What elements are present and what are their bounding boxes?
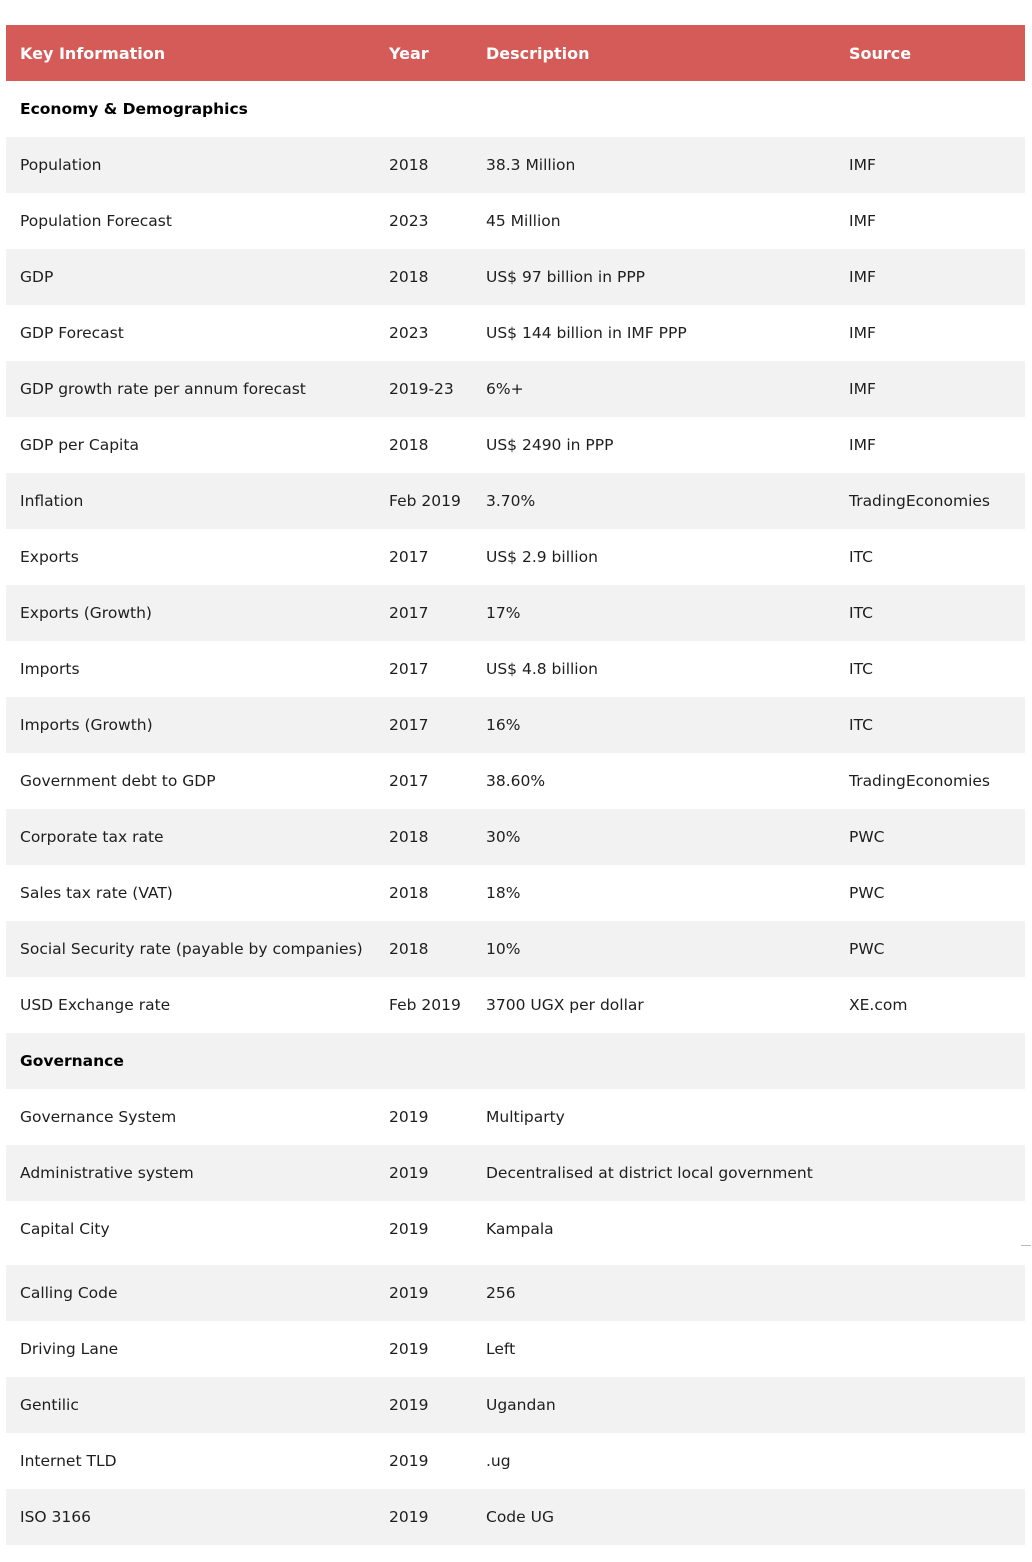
cell-year: 2019: [389, 1340, 429, 1358]
table-header: [6, 25, 1025, 81]
key-information-table: [6, 25, 1025, 1545]
cell-description: US$ 144 billion in IMF PPP: [486, 324, 687, 342]
table-row: [6, 977, 1025, 1033]
table-row: [6, 305, 1025, 361]
cell-source: IMF: [849, 436, 876, 454]
cell-key: Government debt to GDP: [20, 772, 216, 790]
cell-source: ITC: [849, 604, 873, 622]
cell-source: TradingEconomies: [849, 492, 990, 510]
table-row: [6, 417, 1025, 473]
cell-key: GDP per Capita: [20, 436, 139, 454]
table-row: [6, 1489, 1025, 1545]
cell-year: 2018: [389, 828, 429, 846]
cell-key: Inflation: [20, 492, 84, 510]
cell-description: US$ 97 billion in PPP: [486, 268, 646, 286]
cell-source: ITC: [849, 548, 873, 566]
cell-year: 2017: [389, 660, 429, 678]
cell-key: Population: [20, 156, 102, 174]
table-row: [6, 529, 1025, 585]
section-row: [6, 81, 1025, 137]
cell-description: 30%: [486, 828, 521, 846]
cell-key: Governance System: [20, 1108, 177, 1126]
cell-year: 2018: [389, 268, 429, 286]
cell-source: PWC: [849, 884, 885, 902]
cell-year: 2018: [389, 436, 429, 454]
cell-key: Imports: [20, 660, 80, 678]
cell-description: Decentralised at district local government: [486, 1164, 813, 1182]
header-description: Description: [486, 43, 590, 63]
cell-year: 2019: [389, 1508, 429, 1526]
cell-description: 38.3 Million: [486, 156, 576, 174]
table-row: [6, 1321, 1025, 1377]
section-row: [6, 1033, 1025, 1089]
cell-description: 256: [486, 1284, 516, 1302]
cell-description: US$ 4.8 billion: [486, 660, 598, 678]
cell-source: PWC: [849, 940, 885, 958]
cell-key: Exports: [20, 548, 79, 566]
cell-description: 6%+: [486, 380, 524, 398]
cell-year: 2019: [389, 1452, 429, 1470]
cell-key: Imports (Growth): [20, 716, 153, 734]
cell-description: 16%: [486, 716, 521, 734]
cell-source: PWC: [849, 828, 885, 846]
cell-source: TradingEconomies: [849, 772, 990, 790]
table-row: [6, 1201, 1025, 1257]
cell-description: Ugandan: [486, 1396, 556, 1414]
table-row: [6, 697, 1025, 753]
cell-description: US$ 2490 in PPP: [486, 436, 614, 454]
cell-year: 2017: [389, 604, 429, 622]
cell-key: USD Exchange rate: [20, 996, 171, 1014]
table-row: [6, 641, 1025, 697]
table-row: [6, 1089, 1025, 1145]
cell-key: Exports (Growth): [20, 604, 152, 622]
cell-key: Calling Code: [20, 1284, 118, 1302]
cell-key: Gentilic: [20, 1396, 79, 1414]
cell-source: IMF: [849, 268, 876, 286]
cell-source: IMF: [849, 324, 876, 342]
cell-year: 2019: [389, 1108, 429, 1126]
table-row: [6, 137, 1025, 193]
section-title: Economy & Demographics: [20, 100, 248, 118]
cell-key: Administrative system: [20, 1164, 194, 1182]
table-row: [6, 865, 1025, 921]
table-row: [6, 1433, 1025, 1489]
cell-source: ITC: [849, 716, 873, 734]
cell-year: 2018: [389, 156, 429, 174]
table-row: [6, 1265, 1025, 1321]
edge-divider: [1021, 1245, 1031, 1246]
cell-key: Capital City: [20, 1220, 110, 1238]
cell-description: Code UG: [486, 1508, 554, 1526]
cell-description: 45 Million: [486, 212, 561, 230]
cell-source: IMF: [849, 380, 876, 398]
cell-key: Corporate tax rate: [20, 828, 164, 846]
cell-description: US$ 2.9 billion: [486, 548, 598, 566]
cell-key: Social Security rate (payable by companies): [20, 940, 363, 958]
cell-key: GDP growth rate per annum forecast: [20, 380, 306, 398]
table-row: [6, 585, 1025, 641]
cell-year: Feb 2019: [389, 996, 461, 1014]
cell-year: 2017: [389, 772, 429, 790]
cell-key: Sales tax rate (VAT): [20, 884, 173, 902]
cell-source: ITC: [849, 660, 873, 678]
cell-year: 2019: [389, 1164, 429, 1182]
table-row: [6, 249, 1025, 305]
table-row: [6, 809, 1025, 865]
cell-year: 2023: [389, 324, 429, 342]
cell-key: Driving Lane: [20, 1340, 119, 1358]
cell-year: 2018: [389, 884, 429, 902]
cell-key: GDP: [20, 268, 54, 286]
table-row: [6, 753, 1025, 809]
cell-key: ISO 3166: [20, 1508, 91, 1526]
table-body: [6, 81, 1025, 1545]
cell-description: 18%: [486, 884, 521, 902]
cell-year: 2023: [389, 212, 429, 230]
table-row: [6, 1377, 1025, 1433]
header-year: Year: [389, 43, 429, 63]
cell-source: XE.com: [849, 996, 908, 1014]
cell-source: IMF: [849, 212, 876, 230]
cell-description: 10%: [486, 940, 521, 958]
header-source: Source: [849, 43, 912, 63]
table-row: [6, 361, 1025, 417]
cell-year: 2019: [389, 1396, 429, 1414]
cell-description: Kampala: [486, 1220, 554, 1238]
cell-description: .ug: [486, 1452, 511, 1470]
cell-year: 2019: [389, 1284, 429, 1302]
header-key-information: Key Information: [20, 43, 166, 63]
table-row: [6, 473, 1025, 529]
cell-description: 38.60%: [486, 772, 546, 790]
cell-year: 2019-23: [389, 380, 454, 398]
cell-description: 3700 UGX per dollar: [486, 996, 644, 1014]
cell-description: Multiparty: [486, 1108, 565, 1126]
cell-source: IMF: [849, 156, 876, 174]
section-title: Governance: [20, 1052, 124, 1070]
cell-year: 2017: [389, 548, 429, 566]
cell-key: Internet TLD: [20, 1452, 117, 1470]
cell-key: Population Forecast: [20, 212, 172, 230]
table-row: [6, 1145, 1025, 1201]
cell-description: 17%: [486, 604, 521, 622]
cell-key: GDP Forecast: [20, 324, 124, 342]
cell-year: 2019: [389, 1220, 429, 1238]
cell-description: 3.70%: [486, 492, 536, 510]
table-row: [6, 193, 1025, 249]
table-row: [6, 921, 1025, 977]
cell-year: 2018: [389, 940, 429, 958]
cell-year: Feb 2019: [389, 492, 461, 510]
cell-year: 2017: [389, 716, 429, 734]
cell-description: Left: [486, 1340, 516, 1358]
